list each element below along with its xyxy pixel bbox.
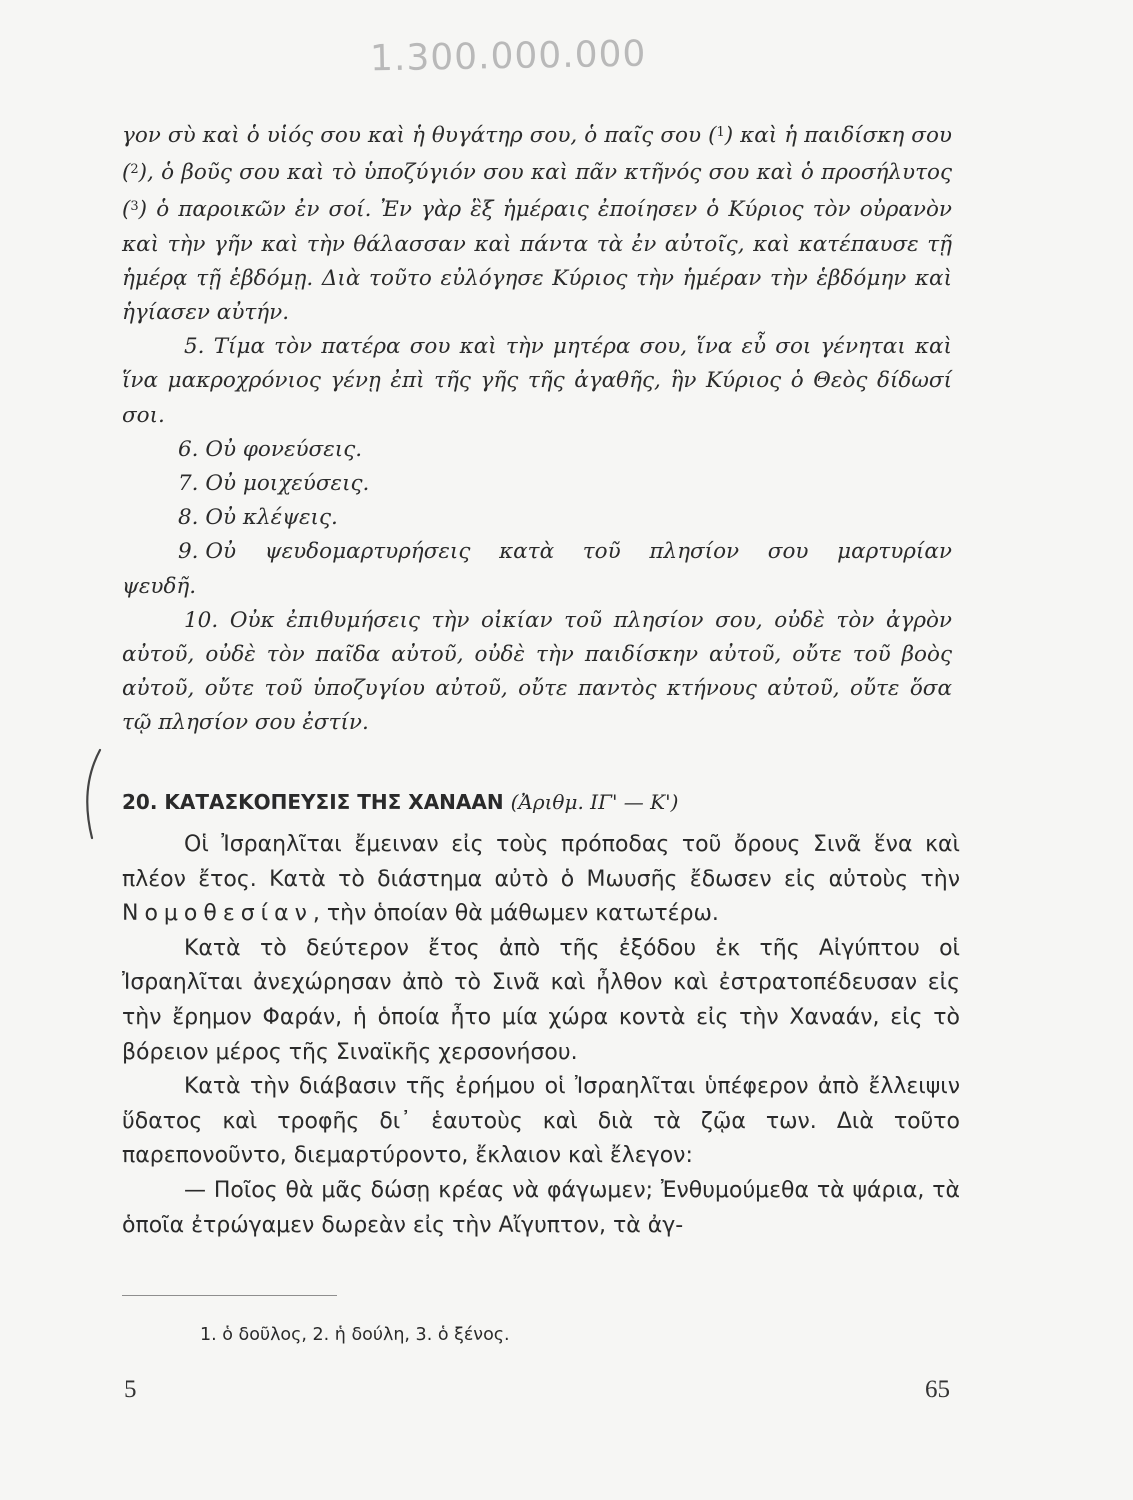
footnote: 1. ὁ δοῦλος, 2. ἡ δούλη, 3. ὁ ξένος. bbox=[200, 1325, 510, 1345]
footnote-ref-1: 1 bbox=[716, 125, 725, 140]
commandment-8: 8. Οὐ κλέψεις. bbox=[178, 505, 338, 531]
section-title: 20. ΚΑΤΑΣΚΟΠΕΥΣΙΣ ΤΗΣ ΧΑΝΑΑΝ bbox=[122, 790, 504, 814]
spaced-term: Νομοθεσίαν bbox=[122, 901, 313, 927]
page-number: 65 bbox=[925, 1376, 950, 1403]
commandment-6: 6. Οὐ φονεύσεις. bbox=[178, 436, 363, 462]
commandment-7: 7. Οὐ μοιχεύσεις. bbox=[178, 471, 370, 497]
body-paragraph-3: Κατὰ τὴν διάβασιν τῆς ἐρήμου οἱ Ἰσραηλῖται ὑπέφερον ἀπὸ ἔλλειψιν ὕδατος καὶ τροφῆς δι᾿ ἑαυτοὺς καὶ διὰ τὰ ζῷα των. Διὰ τοῦτο παρεπονοῦντο, διεμαρτύροντο, ἔκλαιον καὶ ἔλεγον: bbox=[122, 1074, 960, 1169]
body-paragraph-1: Οἱ Ἰσραηλῖται ἔμειναν εἰς τοὺς πρόποδας τοῦ ὄρους Σινᾶ ἕνα καὶ πλέον ἔτος. Κατὰ τὸ διάστημα αὐτὸ ὁ Μωυσῆς ἔδωσεν εἰς αὐτοὺς τὴν Νομοθεσίαν, τὴν ὁποίαν θὰ μάθωμεν κατωτέρω. bbox=[122, 832, 960, 927]
commandment-5: 5. Τίμα τὸν πατέρα σου καὶ τὴν μητέρα σου, ἵνα εὖ σοι γένηται καὶ ἵνα μακροχρόνιος γένῃ ἐπὶ τῆς γῆς τῆς ἀγαθῆς, ἣν Κύριος ὁ Θεὸς δίδωσί σοι. bbox=[122, 334, 952, 428]
handwritten-note: 1.300.000.000 bbox=[369, 33, 647, 80]
footnote-ref-3: 3 bbox=[130, 199, 139, 215]
commandment-9: 9. Οὐ ψευδομαρτυρήσεις κατὰ τοῦ πλησίον σου μαρτυρίαν bbox=[178, 539, 952, 565]
commandment-9-end: ψευδῆ. bbox=[122, 573, 197, 599]
commandment-4-continuation: γον σὺ καὶ ὁ υἱός σου καὶ ἡ θυγάτηρ σου, ὁ παῖς σου ($^1$) καὶ ἡ παιδίσκη σου ($^2$), ὁ βοῦς σου καὶ τὸ ὑποζύγιόν σου καὶ πᾶν κτῆνός σου καὶ ὁ προσήλυτος ($^3$) ὁ παροικῶν ἐν σοί. Ἐν γὰρ ἓξ ἡμέραις ἐποίησεν ὁ Κύριος τὸν οὐρανὸν καὶ τὴν γῆν καὶ τὴν θάλασσαν καὶ πάντα τὰ ἐν αὐτοῖς, καὶ κατέπαυσε τῇ ἡμέρᾳ τῇ ἑβδόμῃ. Διὰ τοῦτο εὐλόγησε Κύριος τὴν ἡμέραν τὴν ἑβδόμην καὶ ἡγίασεν αὐτήν. bbox=[122, 123, 952, 326]
commandment-10: 10. Οὐκ ἐπιθυμήσεις τὴν οἰκίαν τοῦ πλησίον σου, οὐδὲ τὸν ἀγρὸν αὐτοῦ, οὐδὲ τὸν παῖδα αὐτοῦ, οὐδὲ τὴν παιδίσκην αὐτοῦ, οὔτε τοῦ βοὸς αὐτοῦ, οὔτε τοῦ ὑποζυγίου αὐτοῦ, οὔτε παντὸς κτήνους αὐτοῦ, οὔτε ὅσα τῷ πλησίον σου ἐστίν. bbox=[122, 607, 952, 736]
footnote-divider bbox=[122, 1295, 337, 1296]
footnote-ref-2: 2 bbox=[130, 162, 139, 178]
margin-pencil-mark bbox=[78, 746, 108, 842]
section-heading bbox=[122, 790, 952, 814]
commandments-text bbox=[122, 116, 952, 741]
body-paragraph-2: Κατὰ τὸ δεύτερον ἔτος ἀπὸ τῆς ἐξόδου ἐκ τῆς Αἰγύπτου οἱ Ἰσραηλῖται ἀνεχώρησαν ἀπὸ τὸ Σινᾶ καὶ ἦλθον καὶ ἐστρατοπέδευσαν εἰς τὴν ἔρημον Φαράν, ἡ ὁποία ἦτο μία χώρα κοντὰ εἰς τὴν Χαναάν, εἰς τὸ βόρειον μέρος τῆς Σιναϊκῆς χερσονήσου. bbox=[122, 935, 960, 1065]
body-paragraph-4: — Ποῖος θὰ μᾶς δώσῃ κρέας νὰ φάγωμεν; Ἐνθυμούμεθα τὰ ψάρια, τὰ ὁποῖα ἐτρώγαμεν δωρεὰν εἰς τὴν Αἴγυπτον, τὰ ἀγ- bbox=[122, 1177, 960, 1238]
signature-number: 5 bbox=[124, 1376, 137, 1403]
section-reference: (Ἀριθμ. ΙΓ' — Κ') bbox=[510, 790, 679, 814]
section-body bbox=[122, 828, 960, 1243]
